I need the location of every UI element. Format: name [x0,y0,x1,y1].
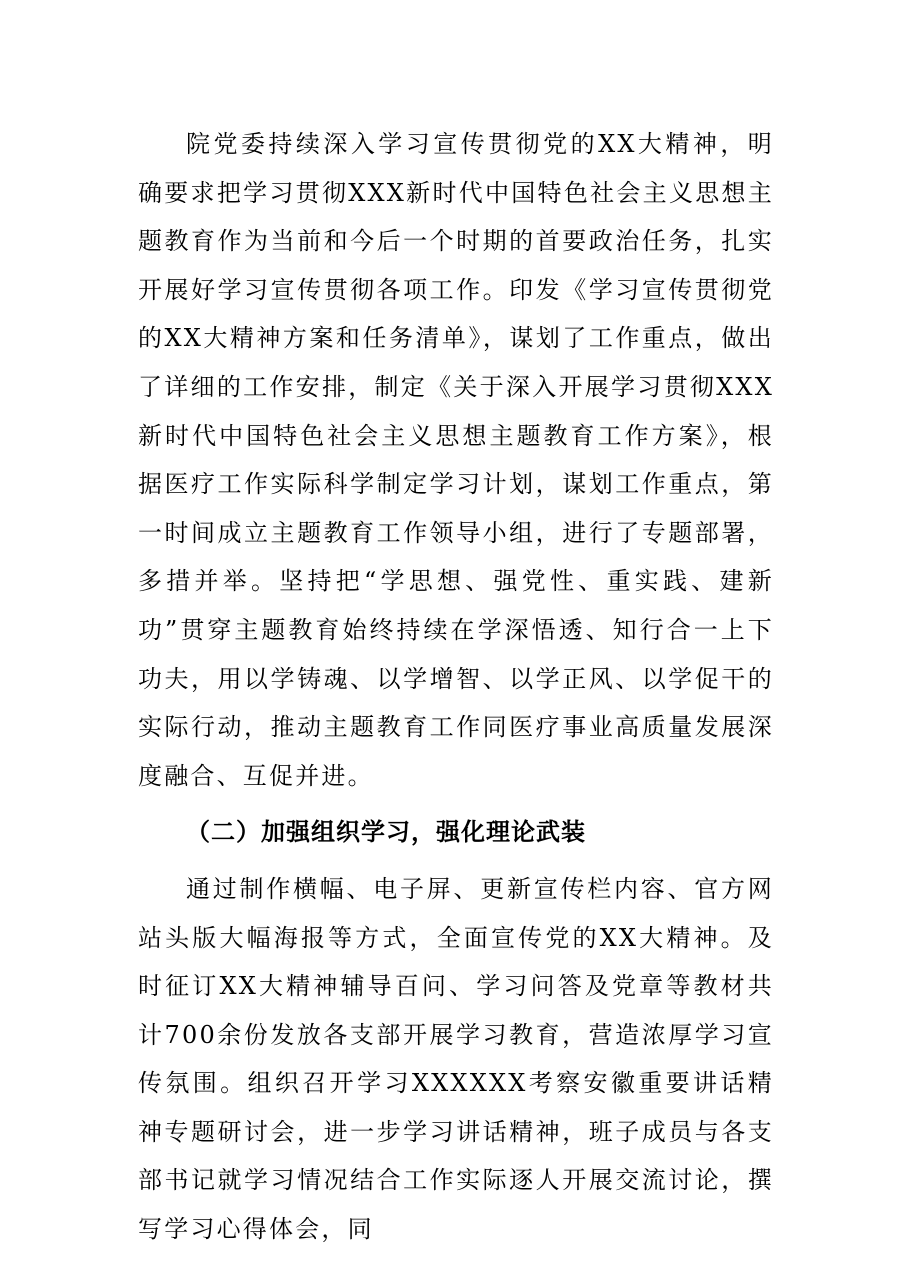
document-body [138,120,774,1254]
section-heading: （二）加强组织学习，强化理论武装 [186,818,586,847]
paragraph-party-study: 院党委持续深入学习宣传贯彻党的XX大精神，明确要求把学习贯彻XXX新时代中国特色社会主义思想主题教育作为当前和今后一个时期的首要政治任务，扎实开展好学习宣传贯彻各项工作。印发《学习宣传贯彻党的XX大精神方案和任务清单》，谋划了工作重点，做出了详细的工作安排，制定《关于深入开展学习贯彻XXX新时代中国特色社会主义思想主题教育工作方案》，根据医疗工作实际科学制定学习计划，谋划工作重点，第一时间成立主题教育工作领导小组，进行了专题部署，多措并举。坚持把“学思想、强党性、重实践、建新功”贯穿主题教育始终持续在学深悟透、知行合一上下功夫，用以学铸魂、以学增智、以学正风、以学促干的实际行动，推动主题教育工作同医疗事业高质量发展深度融合、互促并进。 [138,130,774,790]
paragraph-organize-study: 通过制作横幅、电子屏、更新宣传栏内容、官方网站头版大幅海报等方式，全面宣传党的XX大精神。及时征订XX大精神辅导百问、学习问答及党章等教材共计700余份发放各支部开展学习教育，营造浓厚学习宣传氛围。组织召开学习XXXXXX考察安徽重要讲话精神专题研讨会，进一步学习讲话精神，班子成员与各支部书记就学习情况结合工作实际逐人开展交流讨论，撰写学习心得体会，同 [138,874,774,1244]
